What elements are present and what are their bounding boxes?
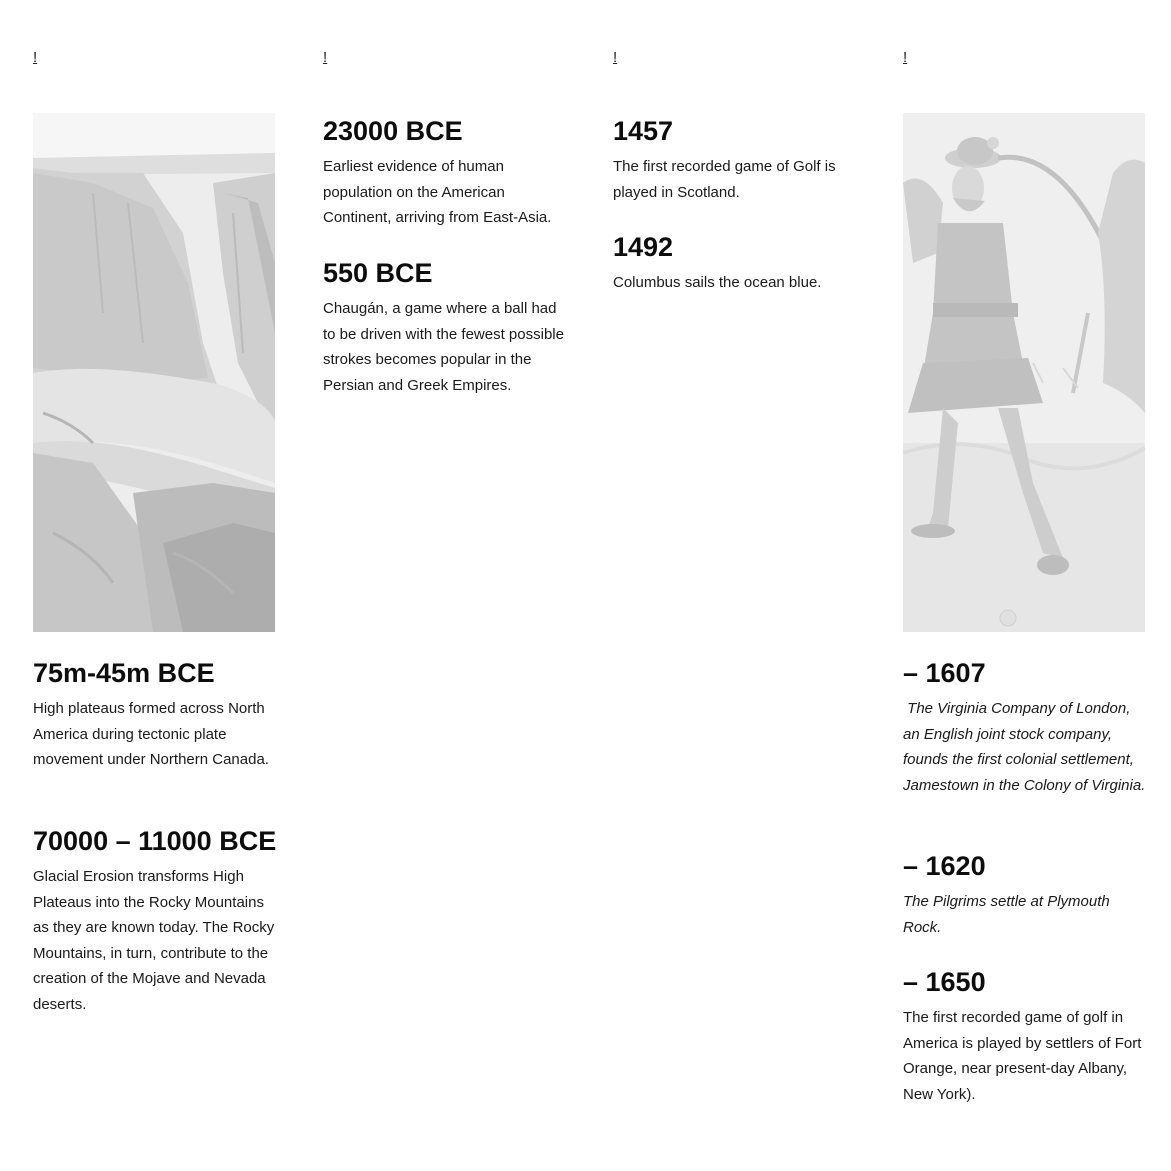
timeline-entry <box>903 654 1148 798</box>
entry-description: Columbus sails the ocean blue. <box>613 274 822 291</box>
entry-year: 70000 – 11000 BCE <box>33 826 277 856</box>
entry-year: 550 BCE <box>323 258 433 288</box>
entry-year: – 1607 <box>903 658 986 688</box>
golfer-illustration <box>903 113 1145 632</box>
entry-description: Earliest evidence of human population on the American Continent, arriving from East-Asia. <box>323 158 552 227</box>
column-marker[interactable]: ! <box>613 49 618 66</box>
golfer-illustration-image <box>903 113 1145 632</box>
timeline-entry <box>33 654 278 773</box>
timeline-entry <box>613 112 858 205</box>
entry-description: The first recorded game of golf in America is played by settlers of Fort Orange, near present-day Albany, New York). <box>903 1009 1142 1103</box>
entry-description: Glacial Erosion transforms High Plateaus into the Rocky Mountains as they are known today. The Rocky Mountains, in turn, contribute to the creation of the Mojave and Nevada deserts. <box>33 868 275 1013</box>
canyon-photograph <box>33 113 275 632</box>
timeline-entry <box>323 112 568 231</box>
entry-year: 1457 <box>613 116 674 146</box>
entry-year: 1492 <box>613 232 674 262</box>
timeline-entry <box>613 228 858 296</box>
entry-description: Chaugán, a game where a ball had to be driven with the fewest possible strokes becomes popular in the Persian and Greek Empires. <box>323 300 564 394</box>
entry-description: The Pilgrims settle at Plymouth Rock. <box>903 893 1110 936</box>
entry-year: 75m-45m BCE <box>33 658 215 688</box>
entry-year: – 1620 <box>903 851 986 881</box>
timeline-entry <box>323 254 568 398</box>
timeline-entry <box>903 847 1148 940</box>
column-marker[interactable]: ! <box>323 49 328 66</box>
timeline-entry <box>903 963 1148 1107</box>
entry-year: 23000 BCE <box>323 116 463 146</box>
canyon-photo-image <box>33 113 275 632</box>
entry-description: The first recorded game of Golf is played in Scotland. <box>613 158 836 201</box>
entry-description: The Virginia Company of London, an English joint stock company, founds the first colonial settlement, Jamestown in the Colony of Virginia. <box>903 700 1146 794</box>
entry-description: High plateaus formed across North America during tectonic plate movement under Northern Canada. <box>33 700 269 769</box>
entry-year: – 1650 <box>903 967 986 997</box>
column-marker[interactable]: ! <box>33 49 38 66</box>
column-marker[interactable]: ! <box>903 49 908 66</box>
timeline-entry <box>33 822 278 1018</box>
